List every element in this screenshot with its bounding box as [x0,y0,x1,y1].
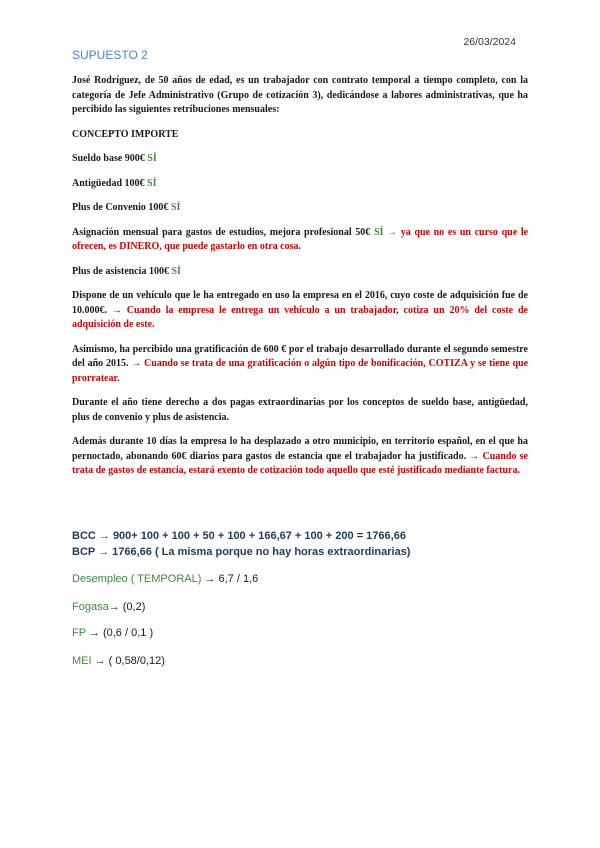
gratificacion-text: Asimismo, ha percibido una gratificación de 600 € por el trabajo desarrollado durante el segundo semestre del año 2015. → [72,343,528,369]
concept-header: CONCEPTO IMPORTE [72,128,179,140]
concept-sueldo [72,152,528,167]
concept-antiguedad [72,177,528,192]
fogasa-line [72,601,145,613]
concept-asistencia-text: Plus de asistencia 100€ [72,265,169,277]
concept-sueldo-mark: SÍ [147,153,157,164]
pagas-paragraph: Durante el año tiene derecho a dos pagas extraordinarias por los conceptos de sueldo base, antigüedad, plus de convenio y plus de asistencia. [72,397,528,423]
bcp-line: BCP → 1766,66 ( La misma porque no hay horas extraordinarias) [72,546,411,558]
concept-antiguedad-text: Antigüedad 100€ [72,177,145,189]
gratificacion-paragraph [72,343,528,387]
concept-asistencia [72,265,528,280]
desplazamiento-paragraph [72,435,528,479]
vehiculo-note: Cuando la empresa le entrega un vehículo a un trabajador, cotiza un 20% del coste de adquisición de este. [72,304,528,330]
concept-convenio-text: Plus de Convenio 100€ [72,202,169,213]
bcc-line: BCC → 900+ 100 + 100 + 50 + 100 + 166,67 + 100 + 200 = 1766,66 [72,530,406,542]
fogasa-value: → (0,2) [108,601,146,613]
concept-sueldo-text: Sueldo base 900€ [72,153,145,164]
concept-asistencia-mark: SÍ [171,265,181,277]
document-body [72,74,528,489]
mei-label: MEI [72,655,92,667]
concept-estudios-note: ya que no es un curso que le ofrecen, es DINERO, que puede gastarlo en otra cosa. [72,226,529,252]
fp-value: → (0,6 / 0,1 ) [85,627,154,639]
mei-value: → ( 0,58/0,12) [91,655,165,667]
fogasa-label: Fogasa [72,601,109,613]
gratificacion-note: Cuando se trata de una gratificación o algún tipo de bonificación, COTIZA y se tiene que prorratear. [72,358,529,384]
concept-convenio-mark: SÍ [170,202,181,213]
desempleo-line [72,573,258,585]
fp-label: FP [72,627,86,639]
fp-line [72,627,153,639]
desplazamiento-note: Cuando se trata de gastos de estancia, estará exento de cotización todo aquello que esté justificado mediante factura. [72,450,528,476]
document-date: 26/03/2024 [463,36,516,48]
document-title: SUPUESTO 2 [72,48,148,62]
concept-convenio [72,201,528,216]
vehiculo-paragraph [72,289,528,333]
desempleo-value: → 6,7 / 1,6 [201,573,259,585]
concept-estudios-text: Asignación mensual para gastos de estudios, mejora profesional 50€ [72,226,371,238]
mei-line [72,655,165,667]
concept-estudios [72,226,528,255]
intro-paragraph: José Rodríguez, de 50 años de edad, es un trabajador con contrato temporal a tiempo completo, con la categoría de Jefe Administrativo (Grupo de cotización 3), dedicándose a labores administrativas, que ha percibido las siguientes retribuciones mensuales: [72,75,528,115]
desplazamiento-text: Además durante 10 días la empresa lo ha desplazado a otro municipio, en territorio español, en el que ha pernoctado, abonando 60€ diarios para gastos de estancia que el trabajador ha justificado. → [72,436,528,462]
desempleo-label: Desempleo ( TEMPORAL) [72,573,202,585]
concept-antiguedad-mark: SÍ [147,177,157,189]
vehiculo-text: Dispone de un vehículo que le ha entregado en uso la empresa en el 2016, cuyo coste de adquisición fue de 10.000€. → [72,290,528,316]
concept-estudios-mark: SÍ → [373,226,398,238]
